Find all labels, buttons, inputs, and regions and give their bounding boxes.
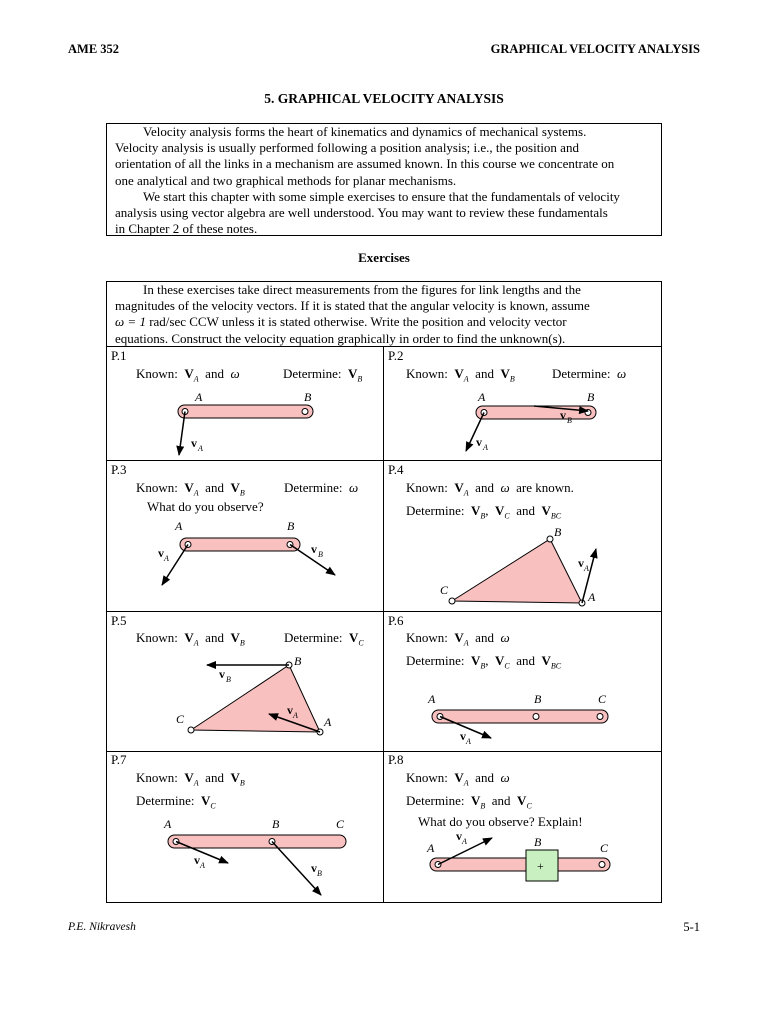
mechanism-figure bbox=[384, 612, 662, 751]
problem-label: P.7 bbox=[111, 752, 127, 767]
svg-text:A: A bbox=[483, 443, 488, 452]
svg-text:A: A bbox=[195, 390, 203, 404]
svg-text:A: A bbox=[200, 861, 205, 870]
determine-line: Determine: $V_B$, $V_C$ and $V_{BC}$ bbox=[406, 503, 562, 521]
known-line: Known: $V_A$ and $V_B$ bbox=[136, 630, 245, 648]
exercise-intro-line: In these exercises take direct measurements from the figures for link lengths and the bbox=[143, 282, 581, 297]
problem-label: P.2 bbox=[388, 348, 404, 363]
svg-text:B: B bbox=[567, 416, 572, 425]
problem-p3 bbox=[107, 461, 383, 611]
svg-text:B: B bbox=[304, 390, 312, 404]
svg-text:B: B bbox=[534, 835, 542, 849]
problem-label: P.6 bbox=[388, 613, 404, 628]
svg-text:A: A bbox=[427, 841, 435, 855]
problem-p5 bbox=[107, 612, 383, 751]
mechanism-figure bbox=[107, 612, 383, 751]
known-line: Known: $V_A$ and $V_B$ bbox=[136, 770, 245, 788]
author-name: P.E. Nikravesh bbox=[68, 921, 136, 933]
svg-text:B: B bbox=[587, 390, 595, 404]
mechanism-figure bbox=[384, 347, 662, 460]
svg-text:+: + bbox=[537, 859, 544, 873]
problem-p4 bbox=[384, 461, 662, 611]
running-header: GRAPHICAL VELOCITY ANALYSIS bbox=[490, 42, 700, 56]
known-line: Known: $V_A$ and ω are known. bbox=[406, 480, 574, 498]
problem-p6 bbox=[384, 612, 662, 751]
svg-text:v: v bbox=[311, 861, 317, 875]
svg-text:v: v bbox=[194, 853, 200, 867]
svg-text:A: A bbox=[584, 564, 589, 573]
svg-text:B: B bbox=[287, 519, 295, 533]
svg-text:A: A bbox=[198, 444, 203, 453]
svg-text:B: B bbox=[317, 869, 322, 878]
exercises-heading: Exercises bbox=[358, 250, 410, 265]
svg-text:v: v bbox=[476, 435, 482, 449]
intro-line: Velocity analysis forms the heart of kinematics and dynamics of mechanical systems. bbox=[143, 124, 587, 139]
svg-text:B: B bbox=[554, 525, 562, 539]
svg-text:A: A bbox=[588, 590, 596, 604]
intro-box bbox=[106, 123, 662, 236]
svg-text:v: v bbox=[311, 542, 317, 556]
svg-text:C: C bbox=[600, 841, 609, 855]
problem-label: P.3 bbox=[111, 462, 127, 477]
problem-label: P.5 bbox=[111, 613, 127, 628]
svg-text:v: v bbox=[158, 546, 164, 560]
svg-text:A: A bbox=[428, 692, 436, 706]
intro-line: Velocity analysis is usually performed following a position analysis; i.e., the position and bbox=[115, 140, 579, 156]
svg-text:A: A bbox=[478, 390, 486, 404]
mechanism-figure bbox=[107, 347, 383, 460]
svg-text:B: B bbox=[318, 550, 323, 559]
intro-line: analysis using vector algebra are well understood. You may want to review these fundamentals bbox=[115, 205, 608, 221]
question-text: What do you observe? bbox=[147, 499, 264, 514]
svg-text:A: A bbox=[164, 554, 169, 563]
determine-line: Determine: ω bbox=[284, 480, 359, 495]
course-code: AME 352 bbox=[68, 42, 120, 56]
intro-line: orientation of all the links in a mechanism are assumed known. In this course we concentrate on bbox=[115, 156, 615, 172]
svg-text:v: v bbox=[578, 556, 584, 570]
problem-p1 bbox=[107, 347, 383, 460]
determine-line: Determine: $V_B$, $V_C$ and $V_{BC}$ bbox=[406, 653, 562, 671]
known-line: Known: $V_A$ and ω bbox=[406, 770, 510, 788]
svg-text:A: A bbox=[175, 519, 183, 533]
svg-text:v: v bbox=[287, 703, 293, 717]
svg-text:B: B bbox=[534, 692, 542, 706]
page-number: 5-1 bbox=[683, 920, 700, 934]
determine-line: Determine: $V_C$ bbox=[136, 793, 216, 811]
question-text: What do you observe? Explain! bbox=[418, 814, 583, 829]
problem-p7 bbox=[107, 752, 383, 903]
svg-text:v: v bbox=[219, 667, 225, 681]
problem-label: P.8 bbox=[388, 752, 404, 767]
svg-text:A: A bbox=[293, 711, 298, 720]
svg-text:B: B bbox=[294, 654, 302, 668]
intro-line: one analytical and two graphical methods for planar mechanisms. bbox=[115, 172, 457, 188]
svg-text:A: A bbox=[462, 837, 467, 846]
problem-label: P.1 bbox=[111, 348, 127, 363]
known-line: Known: $V_A$ and ω bbox=[406, 630, 510, 648]
determine-line: Determine: $V_B$ and $V_C$ bbox=[406, 793, 532, 811]
exercise-intro-line: magnitudes of the velocity vectors. If it is stated that the angular velocity is known, assume bbox=[115, 298, 590, 314]
mechanism-figure bbox=[107, 752, 383, 903]
svg-text:B: B bbox=[226, 675, 231, 684]
intro-line: in Chapter 2 of these notes. bbox=[115, 221, 258, 237]
svg-text:v: v bbox=[560, 408, 566, 422]
mechanism-figure bbox=[107, 461, 383, 611]
mechanism-figure bbox=[384, 461, 662, 611]
problem-p2 bbox=[384, 347, 662, 460]
svg-text:v: v bbox=[191, 436, 197, 450]
svg-text:v: v bbox=[456, 829, 462, 843]
problem-p8 bbox=[384, 752, 662, 903]
exercise-intro-line: rad/sec CCW unless it is stated otherwise. Write the position and velocity vector bbox=[145, 314, 567, 330]
svg-text:v: v bbox=[460, 729, 466, 743]
known-line: Known: $V_A$ and $V_B$ bbox=[406, 366, 515, 384]
determine-line: Determine: $V_C$ bbox=[284, 630, 364, 648]
svg-text:B: B bbox=[272, 817, 280, 831]
omega-expression: ω = 1 bbox=[115, 314, 146, 330]
svg-text:C: C bbox=[440, 583, 449, 597]
svg-text:C: C bbox=[598, 692, 607, 706]
svg-text:A: A bbox=[324, 715, 332, 729]
svg-text:C: C bbox=[336, 817, 345, 831]
problem-label: P.4 bbox=[388, 462, 404, 477]
chapter-title: 5. GRAPHICAL VELOCITY ANALYSIS bbox=[264, 91, 504, 106]
svg-text:C: C bbox=[176, 712, 185, 726]
exercise-intro-line: equations. Construct the velocity equation graphically in order to find the unknown(s). bbox=[115, 330, 566, 346]
mechanism-figure bbox=[384, 752, 662, 903]
intro-line: We start this chapter with some simple exercises to ensure that the fundamentals of velocity bbox=[143, 188, 620, 204]
determine-line: Determine: $V_B$ bbox=[283, 366, 363, 384]
svg-text:A: A bbox=[164, 817, 172, 831]
known-line: Known: $V_A$ and ω bbox=[136, 366, 240, 384]
svg-text:A: A bbox=[466, 737, 471, 746]
known-line: Known: $V_A$ and $V_B$ bbox=[136, 480, 245, 498]
determine-line: Determine: ω bbox=[552, 366, 627, 381]
